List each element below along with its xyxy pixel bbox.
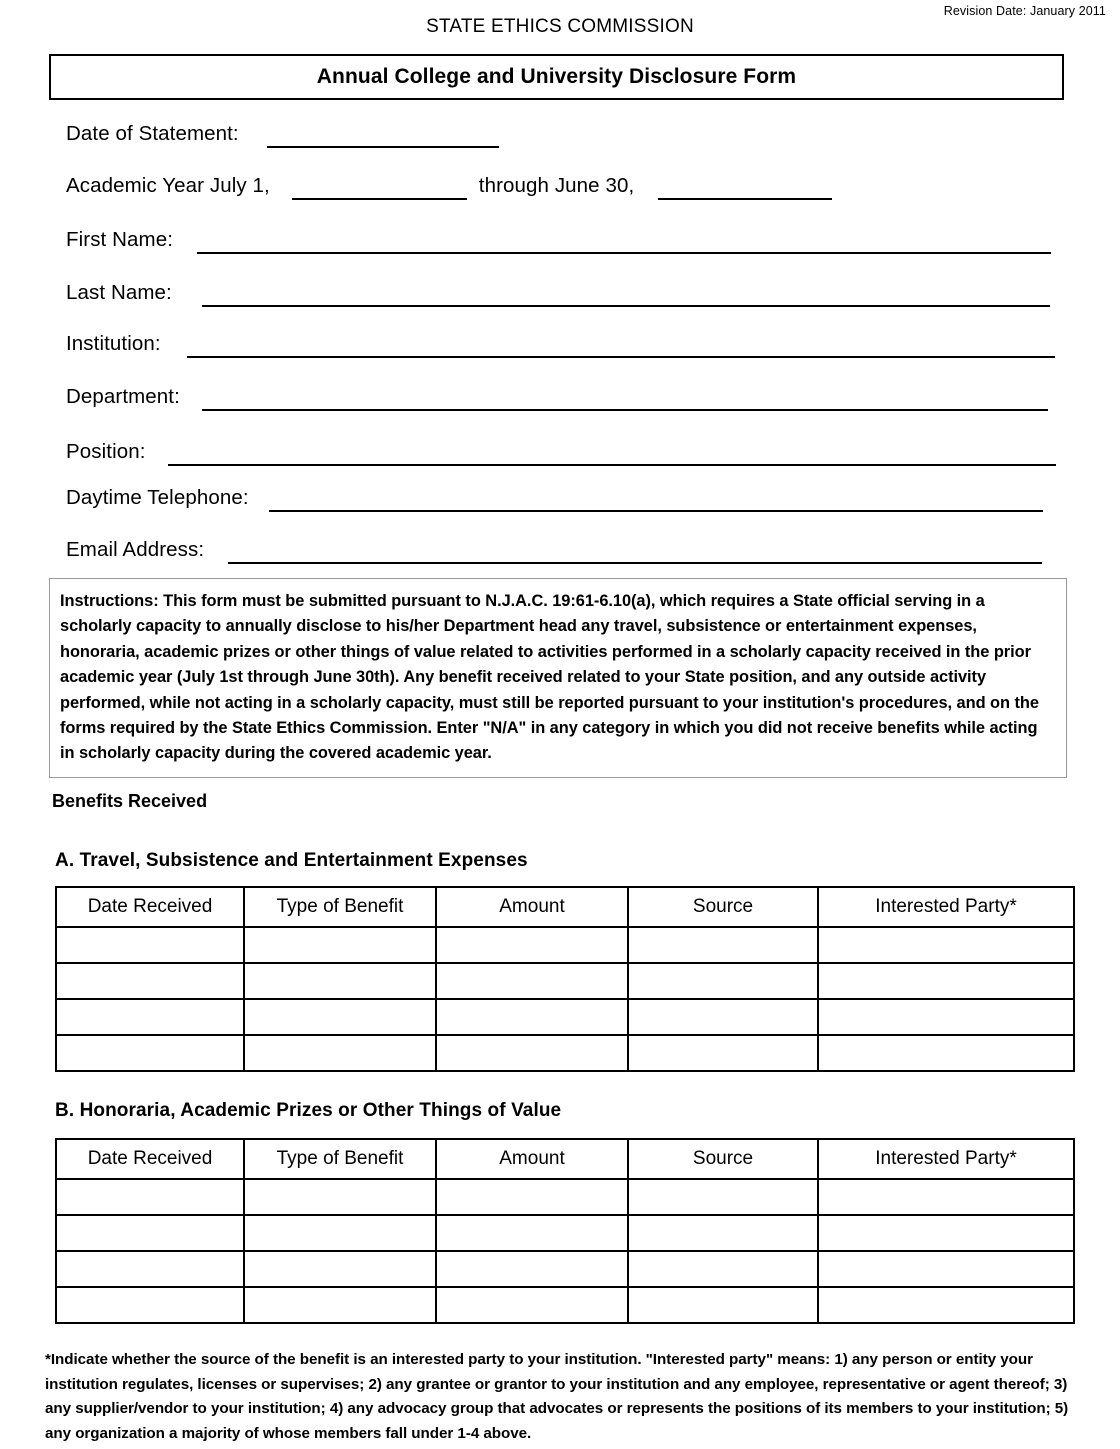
cell-date-received[interactable]	[56, 1179, 244, 1215]
table-row	[56, 1215, 1074, 1251]
input-first-name[interactable]	[197, 252, 1051, 254]
cell-type-of-benefit[interactable]	[244, 1215, 436, 1251]
table-section-b	[55, 1138, 1075, 1324]
field-row-first-name	[66, 228, 1051, 252]
cell-source[interactable]	[628, 1215, 818, 1251]
input-daytime-telephone[interactable]	[269, 510, 1043, 512]
form-title: Annual College and University Disclosure Form	[316, 65, 797, 88]
field-row-last-name	[66, 281, 1050, 305]
cell-source[interactable]	[628, 999, 818, 1035]
input-last-name[interactable]	[202, 305, 1050, 307]
interested-party-footnote: *Indicate whether the source of the benefit is an interested party to your institution. "Interested party" means: 1) any person or entity your institution regulates, licenses or supervises; 2) any grantee or grantor to your institution and any employee, representative or agent thereof; 3) any supplier/vendor to your institution; 4) any advocacy group that advocates or represents the positions of its members to your institution; 5) any organization a majority of whose members fall under 1-4 above.	[45, 1351, 1069, 1442]
field-row-institution	[66, 332, 1055, 356]
cell-interested-party[interactable]	[818, 999, 1074, 1035]
section-b-heading: B. Honoraria, Academic Prizes or Other Things of Value	[55, 1100, 562, 1121]
input-department[interactable]	[202, 409, 1048, 411]
cell-date-received[interactable]	[56, 1251, 244, 1287]
input-academic-year-end[interactable]	[658, 198, 832, 200]
column-header-source: Source	[628, 887, 818, 927]
input-academic-year-start[interactable]	[292, 198, 467, 200]
column-header-interested-party: Interested Party*	[818, 887, 1074, 927]
table-row	[56, 1179, 1074, 1215]
table-row	[56, 1287, 1074, 1323]
label-first-name: First Name:	[66, 228, 174, 251]
cell-interested-party[interactable]	[818, 1035, 1074, 1071]
label-department: Department:	[66, 385, 180, 408]
cell-amount[interactable]	[436, 963, 628, 999]
field-row-email-address	[66, 538, 1042, 562]
input-position[interactable]	[168, 464, 1056, 466]
label-position: Position:	[66, 440, 146, 463]
cell-amount[interactable]	[436, 1179, 628, 1215]
field-row-date-of-statement	[66, 122, 499, 146]
input-date-of-statement[interactable]	[267, 146, 499, 148]
label-academic-year-start: Academic Year July 1,	[66, 174, 270, 197]
cell-date-received[interactable]	[56, 999, 244, 1035]
column-header-interested-party: Interested Party*	[818, 1139, 1074, 1179]
table-section-a	[55, 886, 1075, 1072]
table-header-row	[56, 887, 1074, 927]
cell-interested-party[interactable]	[818, 1215, 1074, 1251]
agency-name: STATE ETHICS COMMISSION	[426, 16, 694, 37]
label-daytime-telephone: Daytime Telephone:	[66, 486, 249, 509]
cell-interested-party[interactable]	[818, 927, 1074, 963]
cell-source[interactable]	[628, 927, 818, 963]
column-header-source: Source	[628, 1139, 818, 1179]
table-row	[56, 927, 1074, 963]
field-row-daytime-telephone	[66, 486, 1043, 510]
cell-type-of-benefit[interactable]	[244, 1251, 436, 1287]
cell-type-of-benefit[interactable]	[244, 963, 436, 999]
cell-date-received[interactable]	[56, 1215, 244, 1251]
cell-interested-party[interactable]	[818, 1287, 1074, 1323]
field-row-position	[66, 440, 1056, 464]
instructions-box	[49, 578, 1067, 778]
column-header-type-of-benefit: Type of Benefit	[244, 1139, 436, 1179]
benefits-received-heading: Benefits Received	[52, 791, 208, 811]
cell-interested-party[interactable]	[818, 1179, 1074, 1215]
input-email-address[interactable]	[228, 562, 1042, 564]
cell-date-received[interactable]	[56, 1035, 244, 1071]
column-header-amount: Amount	[436, 1139, 628, 1179]
label-email-address: Email Address:	[66, 538, 205, 561]
input-institution[interactable]	[187, 356, 1055, 358]
cell-amount[interactable]	[436, 1251, 628, 1287]
cell-type-of-benefit[interactable]	[244, 927, 436, 963]
cell-interested-party[interactable]	[818, 963, 1074, 999]
cell-amount[interactable]	[436, 1215, 628, 1251]
cell-source[interactable]	[628, 1287, 818, 1323]
revision-date: Revision Date: January 2011	[943, 4, 1106, 18]
cell-source[interactable]	[628, 1179, 818, 1215]
label-last-name: Last Name:	[66, 281, 172, 304]
label-date-of-statement: Date of Statement:	[66, 122, 239, 145]
form-title-box	[49, 54, 1064, 100]
label-institution: Institution:	[66, 332, 161, 355]
column-header-amount: Amount	[436, 887, 628, 927]
cell-date-received[interactable]	[56, 927, 244, 963]
column-header-date-received: Date Received	[56, 1139, 244, 1179]
table-row	[56, 1035, 1074, 1071]
column-header-type-of-benefit: Type of Benefit	[244, 887, 436, 927]
instructions-text: Instructions: This form must be submitted pursuant to N.J.A.C. 19:61-6.10(a), which requires a State official serving in a scholarly capacity to annually disclose to his/her Department head any travel, subsistence or entertainment expenses, honoraria, academic prizes or other things of value related to activities performed in a scholarly capacity received in the prior academic year (July 1st through June 30th). Any benefit received related to your State position, and any outside activity performed, while not acting in a scholarly capacity, must still be reported pursuant to your institution's procedures, and on the forms required by the State Ethics Commission. Enter "N/A" in any category in which you did not receive benefits while acting in scholarly capacity during the covered academic year.	[60, 592, 1039, 763]
cell-source[interactable]	[628, 963, 818, 999]
column-header-date-received: Date Received	[56, 887, 244, 927]
cell-source[interactable]	[628, 1035, 818, 1071]
label-academic-year-end: through June 30,	[478, 174, 635, 197]
table-row	[56, 999, 1074, 1035]
cell-amount[interactable]	[436, 999, 628, 1035]
cell-date-received[interactable]	[56, 963, 244, 999]
cell-amount[interactable]	[436, 927, 628, 963]
cell-amount[interactable]	[436, 1287, 628, 1323]
cell-type-of-benefit[interactable]	[244, 1287, 436, 1323]
field-row-academic-year	[66, 174, 832, 198]
cell-type-of-benefit[interactable]	[244, 999, 436, 1035]
field-row-department	[66, 385, 1048, 409]
cell-type-of-benefit[interactable]	[244, 1179, 436, 1215]
table-row	[56, 1251, 1074, 1287]
cell-source[interactable]	[628, 1251, 818, 1287]
section-a-heading: A. Travel, Subsistence and Entertainment Expenses	[55, 850, 528, 871]
cell-type-of-benefit[interactable]	[244, 1035, 436, 1071]
table-row	[56, 963, 1074, 999]
cell-interested-party[interactable]	[818, 1251, 1074, 1287]
cell-amount[interactable]	[436, 1035, 628, 1071]
table-header-row	[56, 1139, 1074, 1179]
cell-date-received[interactable]	[56, 1287, 244, 1323]
